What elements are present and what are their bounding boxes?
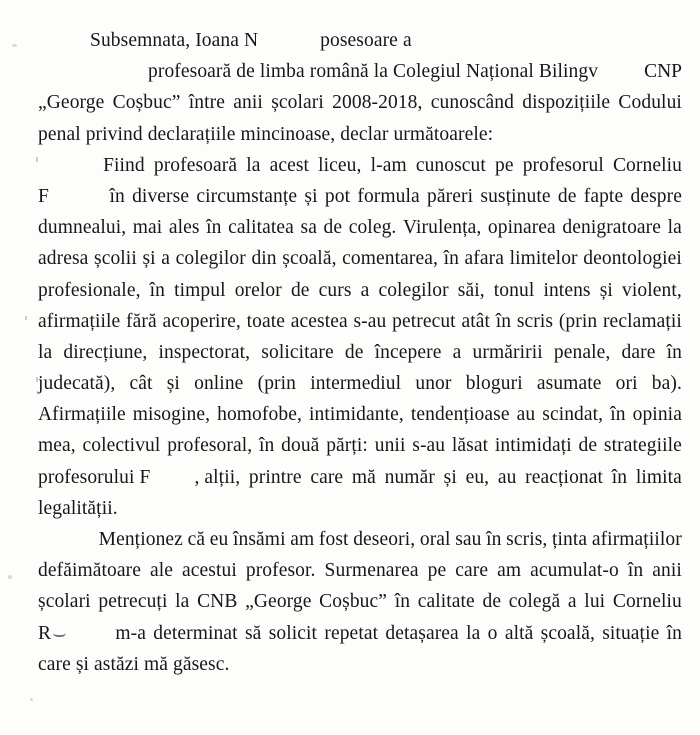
line-word: bloguri (465, 373, 523, 395)
line-word: cunoscut (415, 154, 486, 176)
line-with-cnp (38, 56, 682, 87)
line-word: Corneliu (612, 591, 682, 613)
line-word: în (443, 248, 459, 270)
line-word: solicit (268, 622, 318, 644)
line-word: susținute (480, 185, 551, 207)
line-word: m-a (115, 622, 147, 644)
line-word: diverse (132, 185, 190, 207)
line-word: pe (427, 560, 447, 582)
line-word: a (360, 279, 370, 301)
document-line (38, 555, 682, 586)
document-line (38, 306, 682, 337)
line-word: și (443, 466, 457, 488)
line-word: homofobe, (217, 404, 302, 426)
document-line (38, 56, 682, 87)
line-word: adresa (38, 248, 89, 270)
line-word: au (497, 466, 517, 488)
line-word: despre (630, 185, 682, 207)
line-word: număr (384, 466, 435, 488)
line-word-part: profesorului (38, 466, 135, 488)
scan-speckle (36, 377, 38, 382)
line-word: de (482, 591, 502, 613)
line-word: reclamații (602, 310, 682, 332)
line-word: ori (615, 373, 638, 395)
line-word-part: R (38, 622, 52, 644)
line-word: curs (318, 279, 352, 301)
line-word: intimidante, (308, 404, 404, 426)
line-text: a (402, 30, 412, 51)
line-word: colegilor (175, 248, 246, 270)
line-word: la (466, 622, 481, 644)
line-word: repetat (324, 622, 379, 644)
line-word: în (666, 622, 682, 644)
document-line (38, 586, 682, 617)
line-word: acoperire, (162, 310, 241, 332)
redacted-surname-field (56, 181, 102, 212)
line-word: CNB (197, 591, 238, 613)
paragraph-indent (38, 150, 94, 181)
line-word: petrecuți (98, 591, 168, 613)
document-line (38, 649, 682, 680)
line-word: inspectorat, (158, 341, 251, 363)
line-word: oral (419, 529, 451, 550)
line-word: orelor (234, 279, 282, 301)
line-word: acestea (290, 310, 348, 332)
line-word: F (38, 185, 49, 207)
line-word: în (149, 279, 166, 301)
line-word: lui (584, 591, 606, 613)
line-word: „George (245, 591, 312, 613)
line-word: două (281, 435, 320, 457)
line-word: păreri (427, 185, 474, 207)
line-word: de (578, 435, 598, 457)
line-word: ba). (651, 373, 682, 395)
line-word: a (567, 591, 577, 613)
line-word: de (344, 341, 364, 363)
line-text: posesoare (320, 30, 398, 51)
line-word: misogine, (132, 404, 211, 426)
line-word: în (666, 341, 682, 363)
line-word: acestui (182, 560, 237, 582)
line-word: tendențioase (410, 404, 510, 426)
document-line (38, 181, 682, 212)
line-word: 2008-2018, (332, 92, 423, 114)
line-word: în (611, 466, 628, 488)
scan-stray-mark (53, 627, 66, 637)
line-word: anii (652, 560, 682, 582)
line-word: afirmațiile (38, 310, 121, 332)
line-word: strategiile (603, 435, 682, 457)
line-word: profesoară (153, 154, 238, 176)
line-word: online (194, 373, 244, 395)
line-word: scindat, (542, 404, 604, 426)
line-word: Coșbuc” (112, 92, 181, 114)
line-word: însămi (232, 529, 286, 550)
line-word: calitate (417, 591, 475, 613)
line-word: care (455, 560, 489, 582)
document-line (38, 337, 682, 368)
line-word: la (667, 217, 682, 239)
line-word: am (497, 560, 522, 582)
line-word: (prin (257, 373, 297, 395)
line-word: detașarea (385, 622, 459, 644)
line-word: Codului (618, 92, 682, 114)
line-word: scris (516, 310, 554, 332)
document-line (38, 243, 682, 274)
line-word: solicitare (261, 341, 334, 363)
line-word: Menționez (98, 529, 183, 550)
line-word: opinia (632, 404, 682, 426)
line-word: deontologiei (583, 248, 682, 270)
line-word: altă (504, 622, 534, 644)
line-word: violent, (622, 279, 682, 301)
line-word: școlari (38, 591, 91, 613)
line-word-part: F (139, 466, 151, 488)
line-word: eu, (465, 466, 490, 488)
line-word: și (166, 373, 180, 395)
line-word: fost (318, 529, 349, 550)
line-word: afara (464, 248, 504, 270)
line-word: dumnealui, (38, 217, 127, 239)
line-word: în (206, 217, 222, 239)
document-text-body (38, 25, 682, 680)
line-word: a (161, 248, 171, 270)
line-word: intens (543, 279, 591, 301)
line-word: am (290, 529, 315, 550)
line-word: tonul (493, 279, 535, 301)
line-word: în (610, 404, 626, 426)
line-word: reacționat (525, 466, 604, 488)
line-word: mai (132, 217, 163, 239)
line-word: la (175, 591, 190, 613)
line-text: penal privind declarațiile mincinoase, declar următoarele: (38, 123, 494, 145)
paragraph-indent (38, 524, 94, 555)
line-word: Surmenarea (324, 560, 419, 582)
line-word: din (251, 248, 277, 270)
line-word: mea, (38, 435, 76, 457)
line-word: să (244, 622, 262, 644)
line-text: legalității. (38, 497, 118, 519)
line-word: atât (461, 310, 490, 332)
line-word: în (394, 591, 411, 613)
line-word: calitatea (228, 217, 294, 239)
line-word: limitelor (509, 248, 578, 270)
line-word: intermediul (310, 373, 402, 395)
line-word: care (310, 466, 344, 488)
line-word: și (304, 185, 318, 207)
line-text: Subsemnata, (90, 30, 191, 51)
line-word: școală, (282, 248, 337, 270)
line-word: lăsat (451, 435, 489, 457)
line-word: s-au (353, 310, 387, 332)
line-word: unor (415, 373, 452, 395)
line-word: Virulența, (402, 217, 482, 239)
line-word: în (486, 529, 502, 550)
line-word: colectivul (82, 435, 161, 457)
line-word: Coșbuc” (319, 591, 388, 613)
line-word: determinat (153, 622, 238, 644)
line-word: școlari (271, 92, 324, 114)
line-word: ales (168, 217, 200, 239)
line-text: N (244, 30, 259, 51)
line-word: o (487, 622, 498, 644)
line-word: s-au (412, 435, 446, 457)
document-line (38, 430, 682, 461)
document-line (38, 119, 682, 150)
line-word: profesoral, (167, 435, 253, 457)
line-word: eu (209, 529, 229, 550)
line-word: (prin (558, 310, 598, 332)
line-word: direcțiune, (63, 341, 148, 363)
line-word: colegilor (378, 279, 449, 301)
line-word: ale (149, 560, 173, 582)
line-word: formula (357, 185, 420, 207)
document-line (38, 150, 682, 181)
line-word: cunoscând (430, 92, 514, 114)
line-word: comentarea, (342, 248, 438, 270)
scan-speckle (25, 316, 27, 320)
line-word: dispozițiile (522, 92, 611, 114)
line-word: l-am (370, 154, 407, 176)
line-word: și (599, 279, 613, 301)
line-word: pot (324, 185, 351, 207)
line-word: toate (246, 310, 286, 332)
cnp-label: CNP (644, 61, 682, 83)
line-word: acest (269, 154, 310, 176)
line-word: colegă (508, 591, 561, 613)
scan-speckle (8, 575, 12, 579)
line-text: profesoară de limba română la Colegiul Național Bilingv (148, 61, 599, 83)
line-word: penale, (553, 341, 611, 363)
line-word: sa (300, 217, 317, 239)
document-line (38, 368, 682, 399)
line-word: săi, (457, 279, 485, 301)
document-line (38, 275, 682, 306)
line-word: în (627, 560, 644, 582)
line-word: profesorul (522, 154, 604, 176)
line-word: sau (455, 529, 482, 550)
line-word: fără (126, 310, 157, 332)
line-word: Afirmațiile (38, 404, 126, 426)
line-word: deseori, (353, 529, 416, 550)
line-word: opinarea (487, 217, 556, 239)
line-word: de (323, 217, 343, 239)
line-word: în (258, 435, 275, 457)
line-word: fapte (583, 185, 624, 207)
line-word: părți: (326, 435, 368, 457)
line-word: scris, (506, 529, 548, 550)
line-word (38, 462, 240, 493)
line-word: anii (233, 92, 263, 114)
scan-speckle (12, 44, 17, 47)
line-word: mă (351, 466, 376, 488)
scan-speckle (36, 157, 38, 162)
line-word-part: , alții, (194, 466, 241, 488)
line-word: între (188, 92, 226, 114)
line-word: Fiind (103, 154, 145, 176)
line-text: Ioana (195, 30, 240, 51)
line-word: judecată), (38, 373, 116, 395)
line-word: intimidați (494, 435, 572, 457)
line-word: asumate (536, 373, 602, 395)
line-word: acumulat-o (530, 560, 619, 582)
line-word: liceu, (318, 154, 362, 176)
line-word: în (495, 310, 512, 332)
line-text: care și astăzi mă găsesc. (38, 653, 230, 675)
document-line (38, 87, 682, 118)
line-word: de (290, 279, 310, 301)
line-word: petrecut (392, 310, 456, 332)
line-word: defăimătoare (38, 560, 141, 582)
line-word: au (516, 404, 536, 426)
line-word: că (187, 529, 206, 550)
line-word: cât (129, 373, 153, 395)
line-word (38, 618, 108, 649)
document-line (38, 399, 682, 430)
document-line (38, 524, 682, 555)
line-word: și (142, 248, 156, 270)
document-line (38, 493, 682, 524)
line-word: profesor. (245, 560, 316, 582)
line-word: în (109, 185, 125, 207)
line-word: la (246, 154, 261, 176)
line-word: de (557, 185, 577, 207)
line-word: denigratoare (562, 217, 662, 239)
line-word: începere (374, 341, 442, 363)
document-line (38, 25, 682, 56)
line-word: la (38, 341, 53, 363)
line-word: pe (495, 154, 514, 176)
line-word: circumstanțe (196, 185, 298, 207)
line-word: printre (248, 466, 302, 488)
line-word: școlii (94, 248, 137, 270)
document-line (38, 618, 682, 649)
line-word: Corneliu (612, 154, 682, 176)
line-word: ținta (552, 529, 588, 550)
line-word: timpul (174, 279, 226, 301)
line-word: unii (374, 435, 406, 457)
line-word: coleg. (348, 217, 397, 239)
line-word: urmăririi (472, 341, 543, 363)
line-word: profesionale, (38, 279, 141, 301)
document-line (38, 212, 682, 243)
line-word: a (452, 341, 462, 363)
line-word: situație (602, 622, 660, 644)
scan-speckle (30, 698, 33, 701)
line-word: limita (635, 466, 682, 488)
line-word: dare (621, 341, 656, 363)
line-word: „George (38, 92, 105, 114)
document-line (38, 462, 682, 493)
line-word: afirmațiilor (591, 529, 682, 550)
line-word: școală, (540, 622, 595, 644)
